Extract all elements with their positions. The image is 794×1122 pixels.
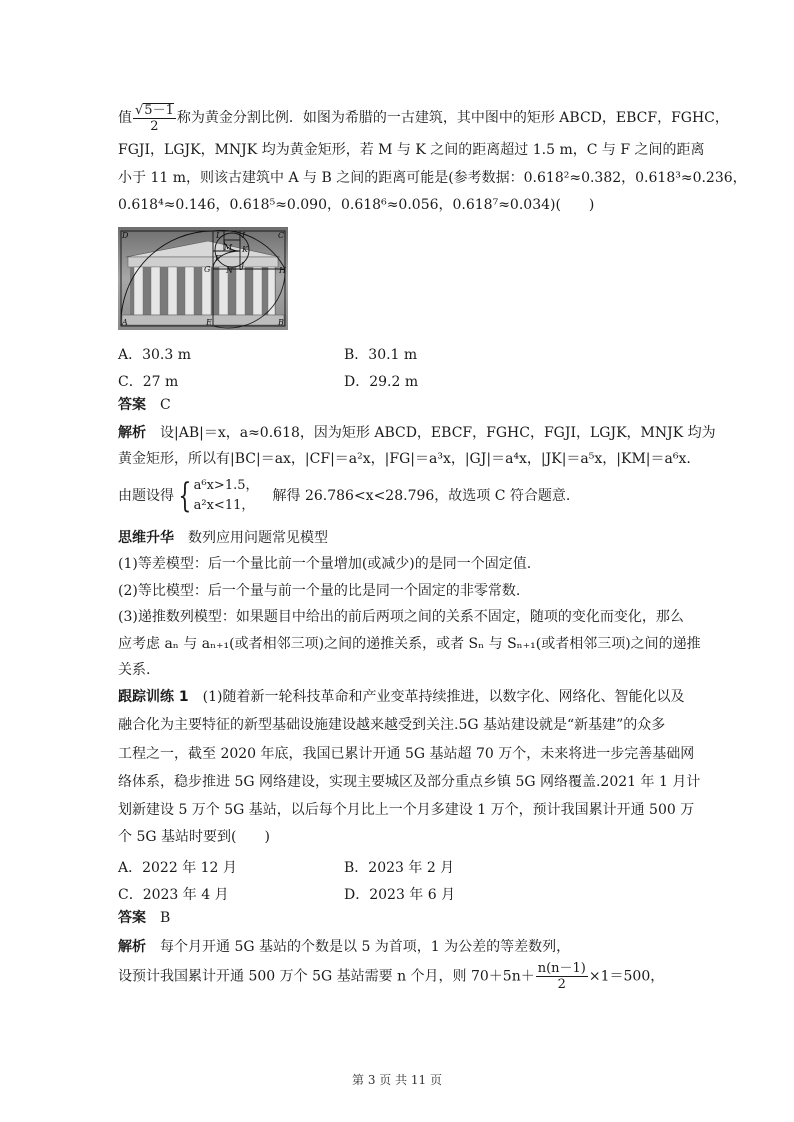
label-d: D xyxy=(122,231,129,240)
exercise-line-6: 个 5G 基站时要到( ) xyxy=(118,829,270,845)
label-i: I xyxy=(242,231,246,240)
page-footer: 第 3 页 共 11 页 xyxy=(352,1073,442,1087)
exercise-answer-value: B xyxy=(160,910,171,926)
summary-heading xyxy=(118,531,328,545)
problem-line-2: FGJI，LGJK，MNJK 均为黄金矩形，若 M 与 K 之间的距离超过 1.5 m，C 与 F 之间的距离 xyxy=(118,142,705,158)
analysis-line-3 xyxy=(118,476,570,516)
label-e: E xyxy=(206,318,212,327)
system-brace: { xyxy=(178,476,192,516)
exercise-line-1 xyxy=(118,690,684,704)
option-d: D．29.2 m xyxy=(344,374,419,390)
fraction-numerator: n(n－1) xyxy=(537,961,586,976)
exercise-line-4: 络体系，稳步推进 5G 网络建设，实现主要城区及部分重点乡镇 5G 网络覆盖.2021 年 1 月计 xyxy=(118,774,701,790)
answer-line xyxy=(118,398,171,412)
label-h: H xyxy=(279,266,286,275)
golden-ratio-fraction: $\frac{√5-1}{2}$ xyxy=(135,103,174,134)
summary-item-1: (1)等差模型：后一个量比前一个量增加(或减少)的是同一个固定值. xyxy=(118,556,532,572)
summary-item-3-line-2: 应考虑 aₙ 与 aₙ₊₁(或者相邻三项)之间的递推关系，或者 Sₙ 与 Sₙ₊₁(或者相邻三项)之间的递推 xyxy=(118,636,701,652)
problem-line-3: 小于 11 m，则该古建筑中 A 与 B 之间的距离可能是(参考数据：0.618²≈0.382，0.618³≈0.236， xyxy=(118,170,747,186)
exercise-option-d: D．2023 年 6 月 xyxy=(344,887,456,903)
option-a: A．30.3 m xyxy=(118,347,192,363)
analysis-text: 设|AB|＝x，a≈0.618，因为矩形 ABCD，EBCF，FGHC，FGJI，LGJK，MNJK 均为 xyxy=(160,425,716,441)
exercise-line-3: 工程之一，截至 2020 年底，我国已累计开通 5G 基站超 70 万个，未来将进一步完善基础网 xyxy=(118,746,695,762)
label-f: F xyxy=(215,254,221,263)
summary-title: 思维升华 xyxy=(118,530,174,546)
label-n: N xyxy=(226,266,233,275)
answer-label: 答案 xyxy=(118,397,146,413)
fraction-numerator: 5－1 xyxy=(144,103,174,118)
greek-temple-figure xyxy=(118,227,288,330)
stem-text: 值 xyxy=(118,110,132,126)
exercise-answer-label: 答案 xyxy=(118,910,146,926)
label-a: A xyxy=(122,318,128,327)
summary-subtitle: 数列应用问题常见模型 xyxy=(188,530,328,546)
sum-fraction xyxy=(536,962,588,991)
option-b: B．30.1 m xyxy=(344,347,418,363)
exercise-line-5: 划新建设 5 万个 5G 基站，以后每个月比上一个月多建设 1 万个，预计我国累计开通 500 万 xyxy=(118,802,695,818)
exercise-analysis-text: ×1＝500， xyxy=(588,968,665,985)
analysis-line-1 xyxy=(118,426,716,440)
exercise-answer-line xyxy=(118,911,170,925)
exercise-text: (1)随着新一轮科技革命和产业变革持续推进，以数字化、网络化、智能化以及 xyxy=(202,689,685,705)
analysis-label: 解析 xyxy=(118,425,146,441)
exercise-analysis-text: 每个月开通 5G 基站的个数是以 5 为首项，1 为公差的等差数列， xyxy=(160,939,571,955)
fraction-denominator: 2 xyxy=(557,977,566,992)
analysis-line-2: 黄金矩形，所以有|BC|＝ax，|CF|＝a²x，|FG|＝a³x，|GJ|＝a⁴x，|JK|＝a⁵x，|KM|＝a⁶x. xyxy=(118,451,691,467)
fraction-denominator: 2 xyxy=(150,119,159,134)
stem-text: 称为黄金分割比例．如图为希腊的一古建筑，其中图中的矩形 ABCD，EBCF，FGHC， xyxy=(176,110,729,126)
label-g: G xyxy=(204,265,211,274)
exercise-analysis-label: 解析 xyxy=(118,939,146,955)
exercise-analysis-line-1 xyxy=(118,940,570,954)
option-c: C．27 m xyxy=(118,374,179,390)
exercise-option-b: B．2023 年 2 月 xyxy=(344,860,455,876)
exercise-option-a: A．2022 年 12 月 xyxy=(118,860,237,876)
exercise-title: 跟踪训练 1 xyxy=(118,689,189,705)
label-b: B xyxy=(278,318,284,327)
exercise-analysis-line-2 xyxy=(118,962,664,991)
analysis-text: 解得 26.786<x<28.796，故选项 C 符合题意. xyxy=(272,488,571,504)
label-k: K xyxy=(242,245,248,254)
exercise-analysis-text: 设预计我国累计开通 500 万个 5G 基站需要 n 个月，则 70＋5n＋ xyxy=(118,968,535,985)
summary-item-3-line-1: (3)递推数列模型：如果题目中给出的前后两项之间的关系不固定，随项的变化而变化，那么 xyxy=(118,609,684,625)
summary-item-2: (2)等比模型：后一个量与前一个量的比是同一个固定的非零常数. xyxy=(118,583,521,599)
problem-line-4: 0.618⁴≈0.146，0.618⁵≈0.090，0.618⁶≈0.056，0.618⁷≈0.034)( ) xyxy=(118,197,595,213)
label-l: L xyxy=(216,231,222,240)
label-c: C xyxy=(278,231,285,240)
system-row: a²x<11， xyxy=(193,498,255,513)
system-row: a⁶x>1.5， xyxy=(193,478,259,493)
exercise-line-2: 融合化为主要特征的新型基础设施建设越来越受到关注.5G 基站建设就是“新基建”的众多 xyxy=(118,717,666,733)
analysis-text: 由题设得 xyxy=(118,488,174,504)
problem-line-1 xyxy=(118,103,729,133)
answer-value: C xyxy=(160,397,171,413)
inequality-system xyxy=(194,476,259,516)
label-m: M xyxy=(224,243,233,252)
label-j: J xyxy=(241,261,245,270)
exercise-option-c: C．2023 年 4 月 xyxy=(118,887,229,903)
summary-item-3-line-3: 关系. xyxy=(118,662,151,678)
